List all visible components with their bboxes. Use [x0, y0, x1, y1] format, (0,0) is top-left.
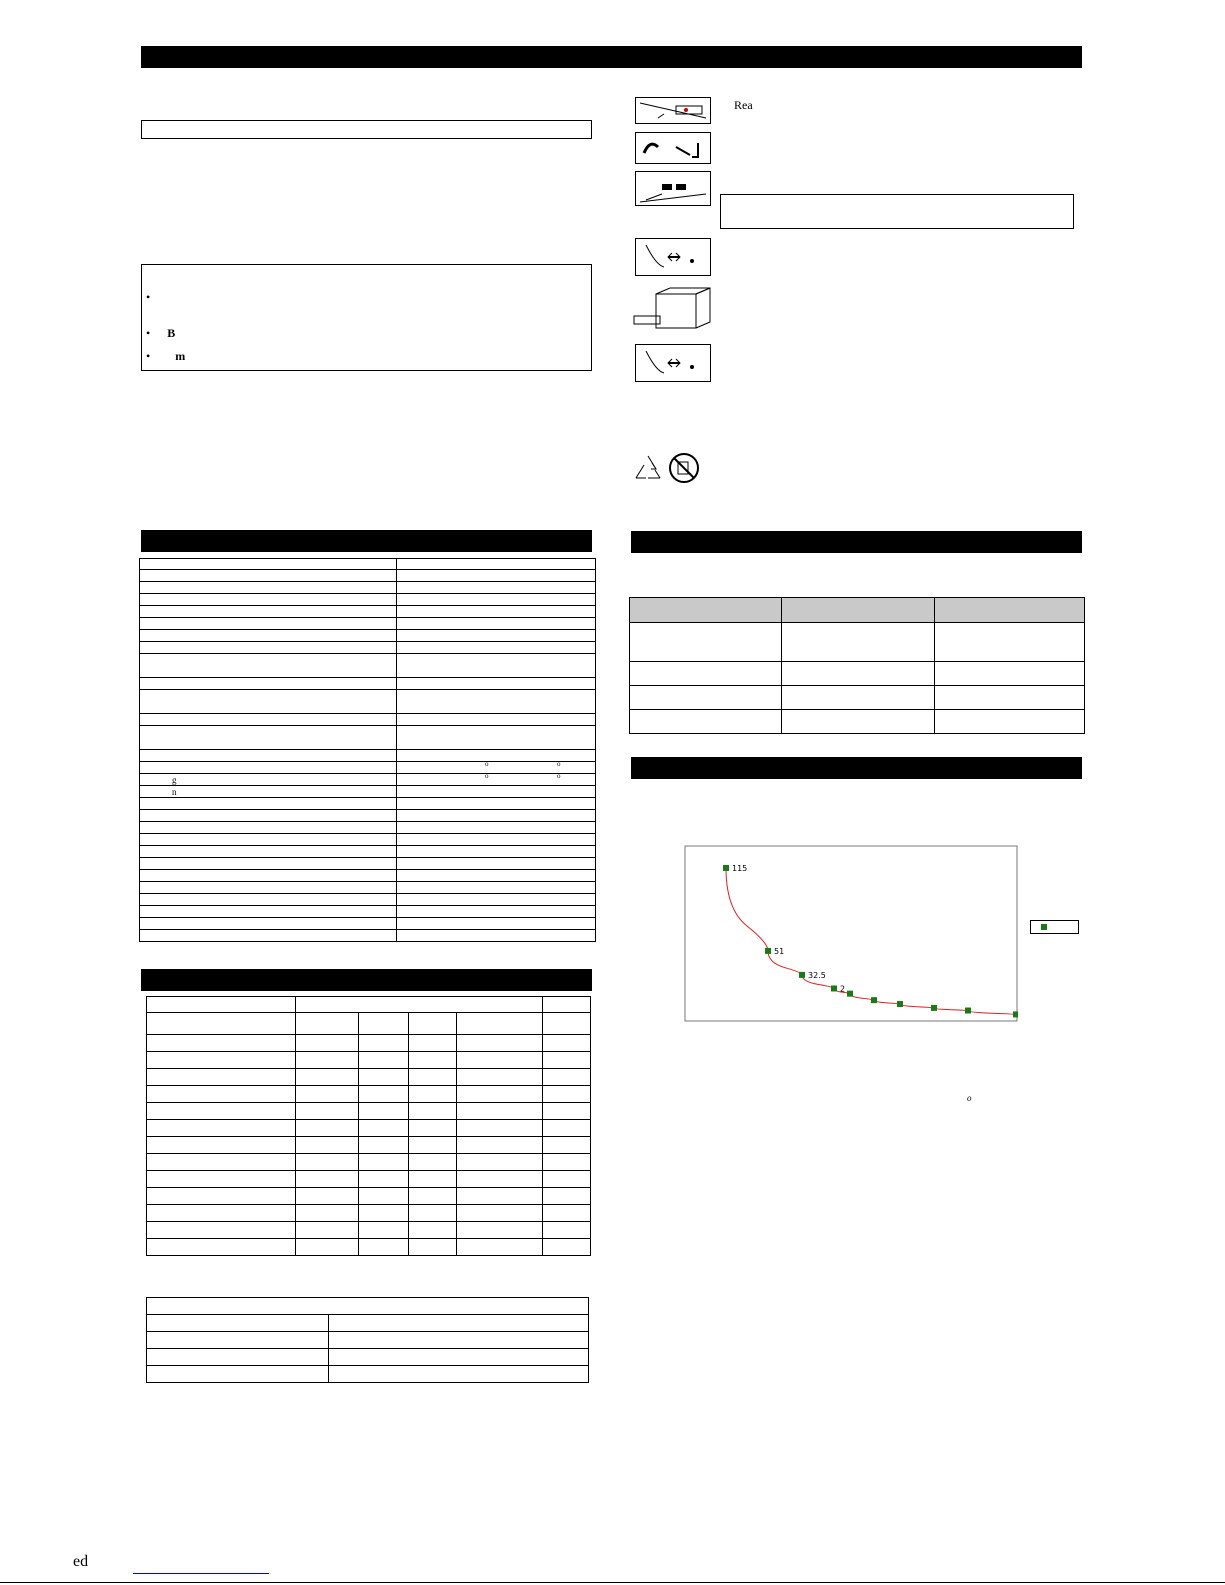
models-cell [358, 1205, 408, 1222]
data-point [897, 1001, 903, 1007]
specs-row [140, 894, 596, 906]
models-cell [457, 1086, 542, 1103]
specs-value-cell [397, 630, 596, 642]
models-cell [457, 1154, 542, 1171]
specs-row [140, 762, 596, 774]
bullet-text: B [167, 326, 176, 340]
models-header-cell [542, 997, 591, 1013]
models-cell [409, 1188, 457, 1205]
specs-value-cell [397, 690, 596, 714]
summary-cell [328, 1315, 588, 1332]
models-cell [542, 1188, 591, 1205]
specs-section-bar [141, 530, 592, 552]
specs-value-cell [397, 559, 596, 570]
specs-row [140, 678, 596, 690]
models-cell [409, 1052, 457, 1069]
data-point [831, 985, 837, 991]
specs-label-cell [140, 678, 397, 690]
data-label: 2 [840, 984, 846, 994]
bullet-3 [146, 349, 185, 363]
release-clip-icon [636, 239, 710, 275]
models-cell [409, 1171, 457, 1188]
specs-label-cell [140, 630, 397, 642]
models-row [147, 1137, 591, 1154]
models-row [147, 1222, 591, 1239]
specs-row [140, 642, 596, 654]
specs-row [140, 870, 596, 882]
models-cell [147, 1205, 296, 1222]
install-step-3-image [635, 171, 711, 206]
unit-box-icon [632, 286, 714, 332]
models-cell [296, 1086, 358, 1103]
models-cell [457, 1069, 542, 1086]
models-cell [409, 1137, 457, 1154]
compatibility-cell [630, 662, 782, 686]
compatibility-cell [935, 623, 1085, 662]
specs-value-cell [397, 762, 596, 774]
summary-row [147, 1366, 589, 1383]
models-row [147, 1188, 591, 1205]
models-cell [358, 1154, 408, 1171]
specs-label-cell [140, 654, 397, 678]
data-label: 115 [732, 863, 748, 873]
compatibility-cell [630, 623, 782, 662]
compatibility-header-cell [935, 598, 1085, 623]
compatibility-cell [935, 662, 1085, 686]
models-cell [296, 1013, 358, 1035]
models-cell [542, 1052, 591, 1069]
models-cell [409, 1035, 457, 1052]
summary-cell [328, 1366, 588, 1383]
specs-label-cell [140, 690, 397, 714]
models-cell [147, 1052, 296, 1069]
models-row [147, 1239, 591, 1256]
specs-row [140, 918, 596, 930]
models-cell [296, 1069, 358, 1086]
models-row [147, 1035, 591, 1052]
specs-value-cell [397, 618, 596, 630]
specs-value-cell [397, 594, 596, 606]
specs-row [140, 714, 596, 726]
models-cell [296, 1171, 358, 1188]
models-cell [457, 1120, 542, 1137]
specs-row [140, 690, 596, 714]
models-cell [296, 1188, 358, 1205]
models-row [147, 1205, 591, 1222]
models-cell [147, 1154, 296, 1171]
models-header-cell [296, 997, 542, 1013]
models-cell [147, 1069, 296, 1086]
models-cell [542, 1013, 591, 1035]
models-table [146, 996, 591, 1256]
specs-row [140, 594, 596, 606]
bracket-icon [636, 133, 710, 163]
specs-label-cell [140, 642, 397, 654]
specs-label-cell [140, 906, 397, 918]
recycle-icon [632, 454, 664, 484]
models-cell [358, 1086, 408, 1103]
degree-mark: o [485, 760, 489, 768]
compatibility-cell [630, 686, 782, 710]
data-point [723, 865, 729, 871]
data-point [1013, 1011, 1018, 1017]
specs-label-cell [140, 846, 397, 858]
summary-cell [328, 1332, 588, 1349]
specs-value-cell [397, 570, 596, 582]
summary-cell [147, 1366, 329, 1383]
degree-symbol: o [967, 1093, 972, 1103]
models-cell [409, 1086, 457, 1103]
summary-cell [328, 1349, 588, 1366]
specs-row [140, 906, 596, 918]
models-cell [296, 1035, 358, 1052]
specs-label-cell [140, 582, 397, 594]
models-cell [358, 1137, 408, 1154]
specs-value-cell [397, 642, 596, 654]
chart-legend [1030, 920, 1079, 934]
compatibility-cell [935, 686, 1085, 710]
specs-label-cell [140, 750, 397, 762]
specs-row [140, 810, 596, 822]
compatibility-cell [782, 710, 935, 734]
models-cell [457, 1222, 542, 1239]
install-step-5-image [632, 286, 714, 332]
bullet-1 [146, 290, 164, 304]
models-cell [457, 1035, 542, 1052]
summary-row [147, 1332, 589, 1349]
models-row [147, 1103, 591, 1120]
specs-row [140, 882, 596, 894]
data-point [965, 1008, 971, 1014]
bullet-marker: • [146, 290, 151, 304]
data-point [931, 1005, 937, 1011]
models-cell [542, 1137, 591, 1154]
specs-label-cell [140, 714, 397, 726]
models-cell [409, 1069, 457, 1086]
specs-row [140, 774, 596, 786]
specs-row [140, 834, 596, 846]
models-cell [542, 1086, 591, 1103]
models-cell [296, 1137, 358, 1154]
models-cell [457, 1239, 542, 1256]
models-cell [296, 1154, 358, 1171]
models-section-bar [141, 969, 592, 991]
compatibility-cell [630, 710, 782, 734]
summary-row [147, 1315, 589, 1332]
device-slot-icon [636, 98, 710, 123]
specs-label-cell [140, 858, 397, 870]
specs-label-cell [140, 762, 397, 774]
degree-mark: o [557, 760, 561, 768]
specs-label-cell [140, 822, 397, 834]
models-row [147, 1069, 591, 1086]
specs-value-cell [397, 882, 596, 894]
specs-label-cell [140, 894, 397, 906]
models-cell [409, 1222, 457, 1239]
specs-label-cell [140, 798, 397, 810]
summary-cell [147, 1315, 329, 1332]
models-cell [147, 1188, 296, 1205]
bullet-marker: • [146, 349, 151, 363]
specs-value-cell [397, 810, 596, 822]
specs-label-cell [140, 570, 397, 582]
specs-label-cell [140, 594, 397, 606]
specs-label-cell [140, 559, 397, 570]
specs-row [140, 798, 596, 810]
specs-label-cell [140, 810, 397, 822]
specs-value-cell [397, 678, 596, 690]
models-cell [358, 1222, 408, 1239]
models-row [147, 1086, 591, 1103]
models-cell [457, 1052, 542, 1069]
specs-value-cell [397, 798, 596, 810]
models-cell [147, 1120, 296, 1137]
models-cell [358, 1013, 408, 1035]
summary-cell [147, 1332, 329, 1349]
specs-row [140, 822, 596, 834]
specs-value-cell [397, 822, 596, 834]
models-cell [457, 1137, 542, 1154]
specs-label-cell [140, 870, 397, 882]
specs-value-cell [397, 750, 596, 762]
footer-text: ed [73, 1553, 89, 1570]
models-cell [147, 1222, 296, 1239]
compatibility-cell [782, 623, 935, 662]
caution-box-right [720, 194, 1074, 229]
install-step-6-image [635, 344, 711, 382]
specs-row [140, 858, 596, 870]
specs-row [140, 559, 596, 570]
models-cell [542, 1120, 591, 1137]
data-label: 51 [774, 946, 785, 956]
models-cell [296, 1222, 358, 1239]
models-cell [147, 1086, 296, 1103]
release-clip-icon [636, 345, 710, 381]
specs-row [140, 606, 596, 618]
summary-row [147, 1349, 589, 1366]
summary-cell [147, 1349, 329, 1366]
models-cell [147, 1171, 296, 1188]
summary-header-cell [147, 1298, 589, 1315]
specs-label-cell: g [140, 774, 397, 786]
models-cell [147, 1035, 296, 1052]
compatibility-cell [935, 710, 1085, 734]
models-cell [457, 1013, 542, 1035]
compatibility-cell [782, 662, 935, 686]
footer-rule [0, 1582, 1225, 1583]
compatibility-cell [782, 686, 935, 710]
bullet-marker: • [146, 326, 151, 340]
compatibility-section-bar [631, 531, 1082, 553]
models-cell [542, 1222, 591, 1239]
models-row [147, 1171, 591, 1188]
specs-value-cell [397, 930, 596, 942]
specs-label-cell [140, 834, 397, 846]
specs-value-cell [397, 582, 596, 594]
specs-value-cell [397, 606, 596, 618]
models-cell [296, 1103, 358, 1120]
specs-value-cell [397, 774, 596, 786]
chart-section-bar [631, 757, 1082, 779]
install-step-1-text: Rea [734, 98, 753, 112]
models-cell [358, 1171, 408, 1188]
models-cell [358, 1069, 408, 1086]
data-point [847, 991, 853, 997]
models-header-cell [147, 997, 296, 1013]
no-trash-icon [668, 452, 702, 490]
specs-value-cell [397, 870, 596, 882]
specs-label-cell [140, 882, 397, 894]
install-step-4-image [635, 238, 711, 276]
models-row [147, 1154, 591, 1171]
specs-value-cell [397, 894, 596, 906]
models-cell [296, 1239, 358, 1256]
specs-row [140, 654, 596, 678]
specs-label-cell: n [140, 786, 397, 798]
models-cell [542, 1035, 591, 1052]
specs-row [140, 630, 596, 642]
summary-table [146, 1297, 589, 1383]
models-cell [147, 1103, 296, 1120]
connector-icon [636, 172, 710, 205]
specs-row [140, 618, 596, 630]
specs-value-cell [397, 726, 596, 750]
models-cell [457, 1205, 542, 1222]
compatibility-header-cell [782, 598, 935, 623]
models-cell [358, 1103, 408, 1120]
warning-box [141, 264, 592, 371]
note-box-top [141, 120, 592, 139]
data-label: 32.5 [808, 970, 826, 980]
models-cell [542, 1154, 591, 1171]
models-cell [409, 1239, 457, 1256]
legend-marker [1041, 924, 1047, 930]
specs-value-cell [397, 786, 596, 798]
models-cell [457, 1171, 542, 1188]
models-cell [296, 1205, 358, 1222]
discharge-chart [684, 845, 1018, 1022]
specs-label-cell [140, 726, 397, 750]
models-cell [409, 1013, 457, 1035]
specs-row [140, 930, 596, 942]
data-point [765, 948, 771, 954]
models-cell [358, 1035, 408, 1052]
models-row [147, 1120, 591, 1137]
specs-row [140, 582, 596, 594]
models-cell [358, 1188, 408, 1205]
footer-link[interactable] [133, 1573, 269, 1574]
models-cell [409, 1103, 457, 1120]
models-cell [147, 1013, 296, 1035]
models-cell [457, 1103, 542, 1120]
models-cell [358, 1120, 408, 1137]
models-cell [358, 1239, 408, 1256]
specs-row [140, 726, 596, 750]
degree-mark: o [485, 772, 489, 780]
degree-mark: o [557, 772, 561, 780]
models-cell [457, 1188, 542, 1205]
specs-value-cell [397, 906, 596, 918]
specs-value-cell [397, 858, 596, 870]
specs-row [140, 570, 596, 582]
models-cell [409, 1205, 457, 1222]
specs-row [140, 750, 596, 762]
models-cell [147, 1137, 296, 1154]
install-step-2-image [635, 132, 711, 164]
specs-value-cell [397, 846, 596, 858]
models-cell [542, 1103, 591, 1120]
specs-label-cell [140, 930, 397, 942]
models-cell [409, 1120, 457, 1137]
specs-row [140, 846, 596, 858]
specs-label-cell [140, 918, 397, 930]
bullet-text: m [175, 349, 186, 363]
header-bar [141, 46, 1082, 68]
models-cell [147, 1239, 296, 1256]
data-point [799, 972, 805, 978]
models-cell [296, 1052, 358, 1069]
models-row [147, 1052, 591, 1069]
specs-row [140, 786, 596, 798]
models-row [147, 1013, 591, 1035]
models-cell [542, 1205, 591, 1222]
specs-value-cell [397, 714, 596, 726]
specs-value-cell [397, 834, 596, 846]
models-cell [409, 1154, 457, 1171]
install-step-1-image [635, 97, 711, 124]
specs-label-cell [140, 618, 397, 630]
specs-label-cell [140, 606, 397, 618]
compatibility-header-cell [630, 598, 782, 623]
compatibility-table [629, 597, 1085, 734]
models-cell [542, 1171, 591, 1188]
specs-value-cell [397, 918, 596, 930]
specs-table [139, 558, 596, 942]
bullet-2 [146, 326, 175, 340]
models-cell [358, 1052, 408, 1069]
models-cell [542, 1069, 591, 1086]
models-cell [542, 1239, 591, 1256]
data-point [871, 997, 877, 1003]
specs-value-cell [397, 654, 596, 678]
models-cell [296, 1120, 358, 1137]
